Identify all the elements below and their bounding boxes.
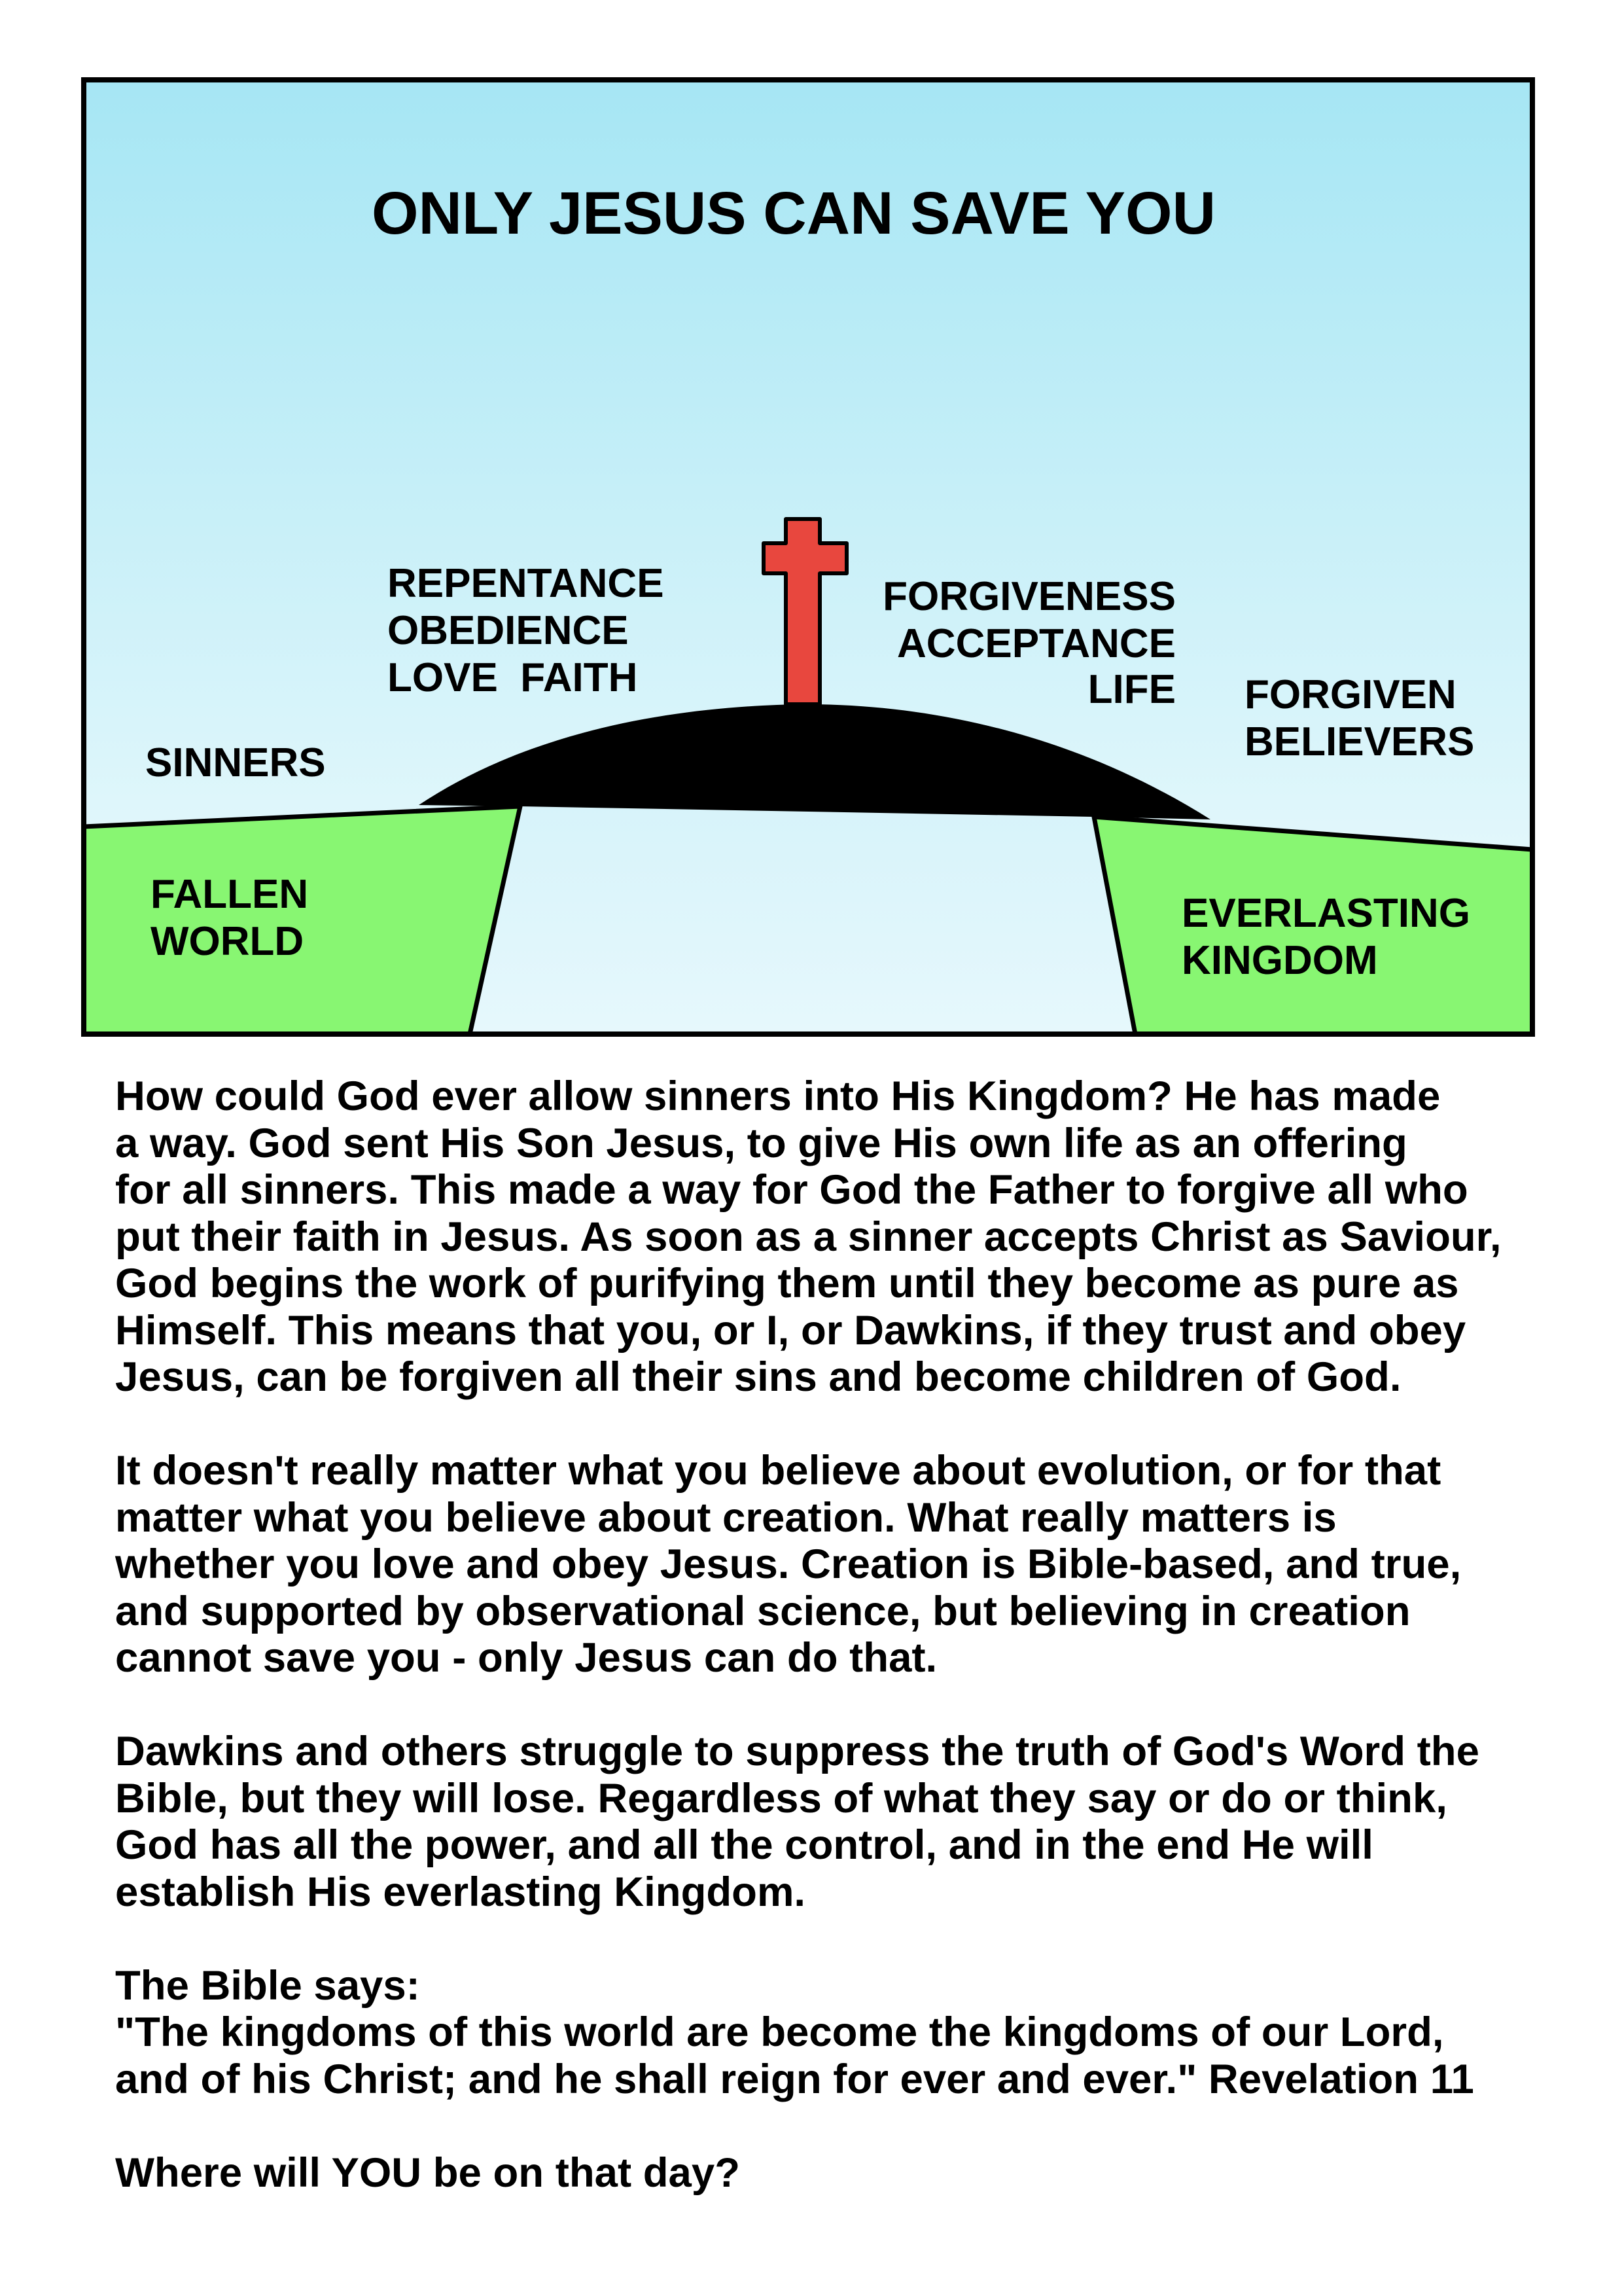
virtue-label: LOVE FAITH <box>387 655 638 700</box>
body-text <box>115 1073 1555 2197</box>
virtue-label: OBEDIENCE <box>387 608 629 653</box>
scripture-quote: The Bible says: "The kingdoms of this world are become the kingdoms of our Lord, and of his Christ; and he shall reign for ever and ever." Revelation 11 <box>115 1962 1474 2102</box>
sinners-label: SINNERS <box>145 740 326 785</box>
gift-label: LIFE <box>1087 667 1176 712</box>
closing-question: Where will YOU be on that day? <box>115 2149 740 2196</box>
paragraph: How could God ever allow sinners into His Kingdom? He has made a way. God sent His Son Jesus, to give His own life as an offering for all sinners. This made a way for God the Father to forgive all who put their faith in Jesus. As soon as a sinner accepts Christ as Saviour, God begins the work of purifying them until they become as pure as Himself. This means that you, or I, or Dawkins, if they trust and obey Jesus, can be forgiven all their sins and become children of God. <box>115 1073 1502 1400</box>
forgiven-believers-label: FORGIVEN <box>1244 672 1456 717</box>
fallen-world-label: FALLEN <box>150 872 309 917</box>
paragraph: It doesn't really matter what you believe about evolution, or for that matter what you believe about creation. What really matters is whether you love and obey Jesus. Creation is Bible-based, and true, and supported by observational science, but believing in creation cannot save you - only Jesus can do that. <box>115 1448 1462 1681</box>
fallen-world-label: WORLD <box>150 919 304 964</box>
gift-label: ACCEPTANCE <box>897 621 1176 666</box>
gift-label: FORGIVENESS <box>883 574 1176 619</box>
paragraph: Dawkins and others struggle to suppress the truth of God's Word the Bible, but they will lose. Regardless of what they say or do or think, God has all the power, and all the control, and in the end He will establish His everlasting Kingdom. <box>115 1729 1479 1915</box>
chasm <box>470 806 1135 1034</box>
diagram-title: ONLY JESUS CAN SAVE YOU <box>371 180 1216 247</box>
everlasting-kingdom-label: EVERLASTING <box>1182 891 1470 936</box>
everlasting-kingdom-label: KINGDOM <box>1182 938 1378 983</box>
forgiven-believers-label: BELIEVERS <box>1244 719 1475 764</box>
salvation-diagram <box>0 0 1624 1047</box>
virtue-label: REPENTANCE <box>387 561 664 606</box>
